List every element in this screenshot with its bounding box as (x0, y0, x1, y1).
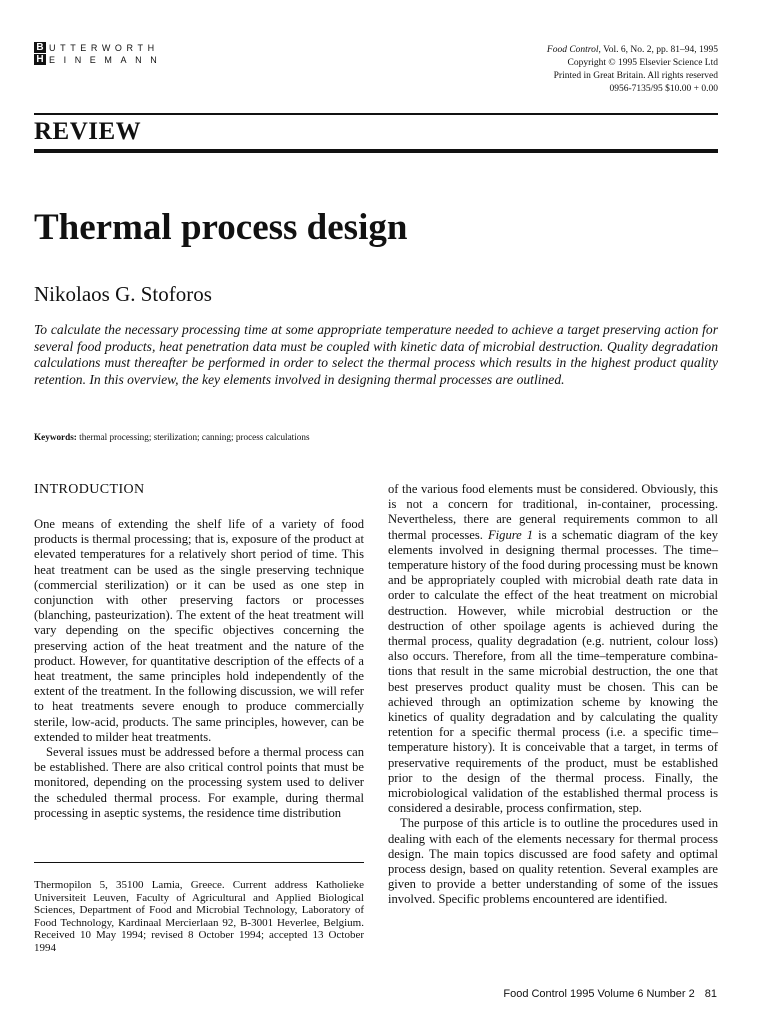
section-label: REVIEW (34, 118, 142, 145)
logo-letter-h: H (34, 54, 46, 65)
body-paragraph-1-start: of the various food elements must be considered. Obviously, this is not a concern for traditional, in-container, processing. Nevertheless, there are general requirements common to all thermal processes. (388, 482, 718, 542)
printed-line: Printed in Great Britain. All rights reserved (553, 71, 718, 81)
article-title: Thermal process design (34, 207, 408, 248)
logo-letter-b: B (34, 42, 46, 53)
copyright-line: Copyright © 1995 Elsevier Science Ltd (567, 58, 718, 68)
intro-paragraph-1: One means of extending the shelf life of a variety of food products is thermal processing; that is, exposure of the product at elevated temperatures for a relatively short period of time. This heat treatment can be used as the single preserving technique (commercial sterilization) or it can be used as one step in conjunction with other preserving factors or processes (blanching, pasteurization). The extent of the heat treatment will vary depending on the specific objectives concerning the preserving action of the heat treatment and the nature of the product. However, for quantitative description of the effects of a heat treatment, the same principles hold independently of the extent of the treatment. In the following discussion, we will refer to heat treatments severe enough to produce commercially sterile, low-acid, products. The same principles, however, can be extended to milder heat treatments. (34, 517, 364, 744)
journal-citation (547, 44, 718, 96)
publisher-logo-mark (34, 42, 46, 65)
publisher-logo (34, 42, 165, 66)
citation-line (547, 44, 718, 57)
body-paragraph-1-end: is a schematic diagram of the key elements involved in designing thermal processes. The time–temperature history of the food during processing must be known and be appropriately coupled with microbial death rate data in order to calculate the effect of the heat treatment on microbial destruction. However, while microbial destruction or the destruction of other spoilage agents is achieved during the thermal process, quality degradation (e.g. nutrient, colour loss) also occurs. Therefore, from all the time–temperature combinations that result in the same microbial destruction, the one that best preserves product quality must be chosen. This can be achieved through an optimization scheme by knowing the kinetics of quality degradation and by calculating the quality retention for a specific thermal process (i.e. a specific time–temperature history). It is conceivable that a target, in terms of preservative requirements of the product, must be established prior to the design of the thermal process. Finally, the microbiological validation of the established thermal process is considered a desirable, process confirmation, step. (388, 527, 718, 816)
page-footer (503, 987, 717, 1001)
right-column (388, 482, 718, 908)
page-number: 81 (704, 988, 717, 1000)
publisher-line-2: EINEMANN (49, 55, 166, 65)
header-rule-bottom (34, 149, 718, 153)
running-footer: Food Control 1995 Volume 6 Number 2 (503, 988, 695, 1000)
header-rule-top (34, 113, 718, 115)
publisher-line-1: UTTERWORTH (49, 43, 159, 53)
issn-line: 0956-7135/95 $10.00 + 0.00 (609, 84, 718, 94)
keywords-text: thermal processing; sterilization; canning; process calculations (76, 432, 310, 442)
left-column (34, 482, 364, 821)
section-heading-introduction: INTRODUCTION (34, 482, 145, 497)
keywords (34, 431, 718, 443)
body-paragraph-1 (388, 482, 718, 816)
journal-name: Food Control (546, 45, 599, 55)
publisher-logo-words (49, 42, 165, 66)
abstract: To calculate the necessary processing time at some appropriate temperature needed to achieve a target preserving action for several food products, heat penetration data must be coupled with kinetic data of microbial destruction. Quality degradation calculations must thereafter be performed in order to select the thermal process which results in the highest product quality retention. In this overview, the key elements involved in designing thermal processes are outlined. (34, 322, 718, 387)
intro-paragraph-2: Several issues must be addressed before a thermal process can be established. There are also critical control points that must be monitored, depending on the processing system used to deliver the scheduled thermal process. For example, during thermal processing in aseptic systems, the residence time distribution (34, 745, 364, 820)
keywords-label: Keywords: (34, 432, 77, 442)
citation-volume: , Vol. 6, No. 2, pp. 81–94, 1995 (598, 45, 718, 55)
author-affiliation-footnote: Thermopilon 5, 35100 Lamia, Greece. Current address Katholieke Universiteit Leuven, Faculty of Agricultural and Applied Biological Sciences, Department of Food and Microbial Technology, Laboratory of Food Technology, Kardinaal Mercierlaan 92, B-3001 Heverlee, Belgium. Received 10 May 1994; revised 8 October 1994; accepted 13 October 1994 (34, 879, 364, 954)
footnote-divider (34, 862, 364, 863)
article-author: Nikolaos G. Stoforos (34, 282, 212, 306)
body-paragraph-2: The purpose of this article is to outline the procedures used in dealing with each of the elements necessary for thermal process design. The main topics discussed are food safety and optimal process design, based on quality retention. Several examples are given to provide a better understanding of some of the issues involved. Specific problems encountered are identified. (388, 816, 718, 907)
figure-reference[interactable]: Figure 1 (487, 527, 534, 542)
